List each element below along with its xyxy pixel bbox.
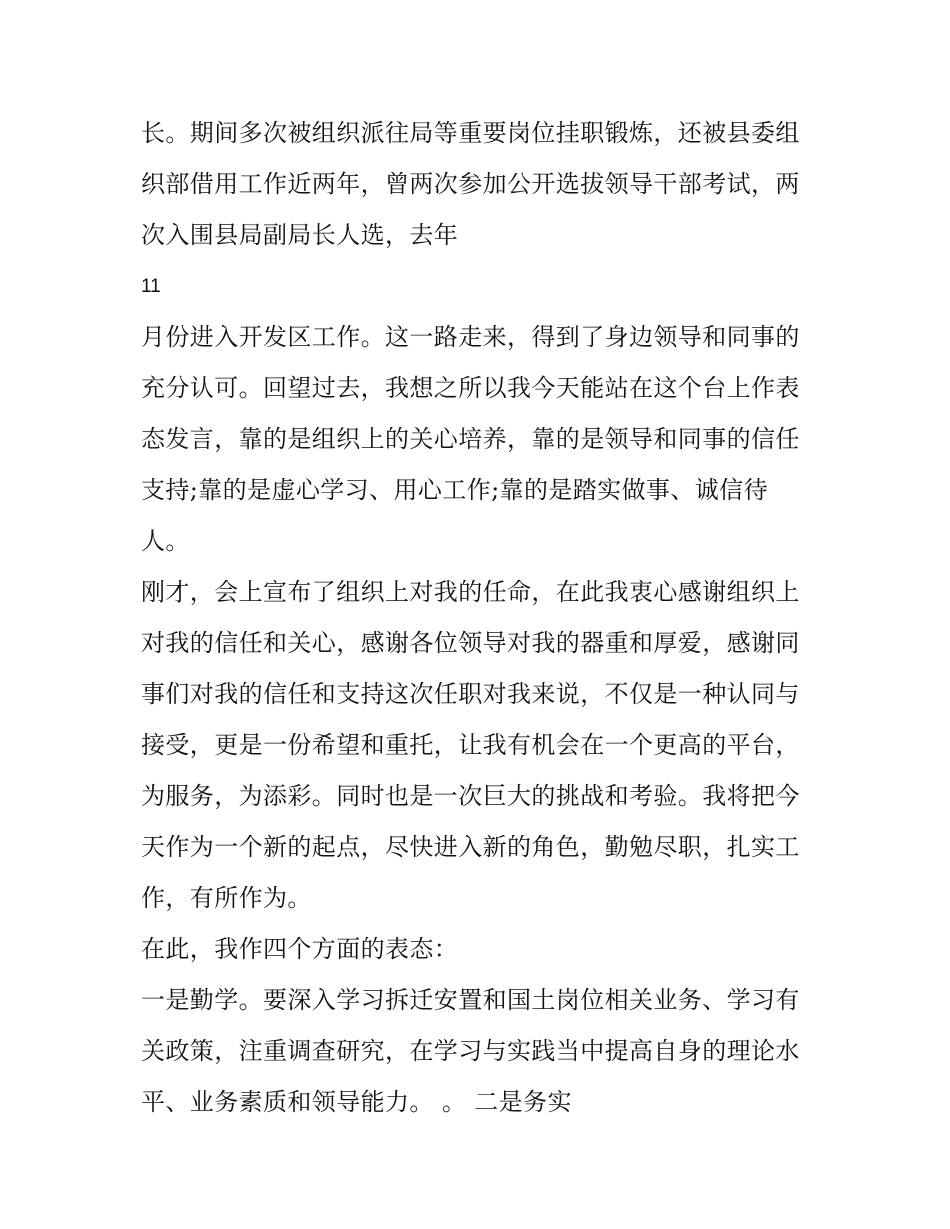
text-line: 一是勤学。要深入学习拆迁安置和国土岗位相关业务、学习有: [141, 986, 800, 1014]
text-line: 为服务，为添彩。同时也是一次巨大的挑战和考验。我将把今: [141, 782, 800, 810]
text-line: 在此，我作四个方面的表态：: [141, 935, 459, 963]
text-line: 事们对我的信任和支持这次任职对我来说，不仅是一种认同与: [141, 680, 800, 708]
text-line: 关政策，注重调查研究，在学习与实践当中提高自身的理论水: [141, 1037, 800, 1065]
text-line: 支持;靠的是虚心学习、用心工作;靠的是踏实做事、诚信待: [141, 476, 768, 504]
text-line: 接受，更是一份希望和重托，让我有机会在一个更高的平台，: [141, 731, 800, 759]
text-line: 月份进入开发区工作。这一路走来，得到了身边领导和同事的: [141, 323, 800, 351]
text-line: 天作为一个新的起点，尽快进入新的角色，勤勉尽职，扎实工: [141, 833, 800, 861]
text-line-number: 11: [141, 276, 161, 297]
body-text: [141, 108, 821, 1128]
text-line: 对我的信任和关心，感谢各位领导对我的器重和厚爱，感谢同: [141, 629, 800, 657]
text-line: 作，有所作为。: [141, 884, 312, 912]
text-line: 长。期间多次被组织派往局等重要岗位挂职锻炼，还被县委组: [141, 119, 800, 147]
text-line: 态发言，靠的是组织上的关心培养，靠的是领导和同事的信任: [141, 425, 800, 453]
text-line: 人。: [141, 527, 190, 555]
text-line: 平、业务素质和领导能力。 。 二是务实: [141, 1088, 572, 1116]
text-line: 充分认可。回望过去，我想之所以我今天能站在这个台上作表: [141, 374, 800, 402]
text-line: 刚才，会上宣布了组织上对我的任命，在此我衷心感谢组织上: [141, 578, 800, 606]
text-line: 次入围县局副局长人选，去年: [141, 221, 459, 249]
text-line: 织部借用工作近两年，曾两次参加公开选拔领导干部考试，两: [141, 170, 800, 198]
